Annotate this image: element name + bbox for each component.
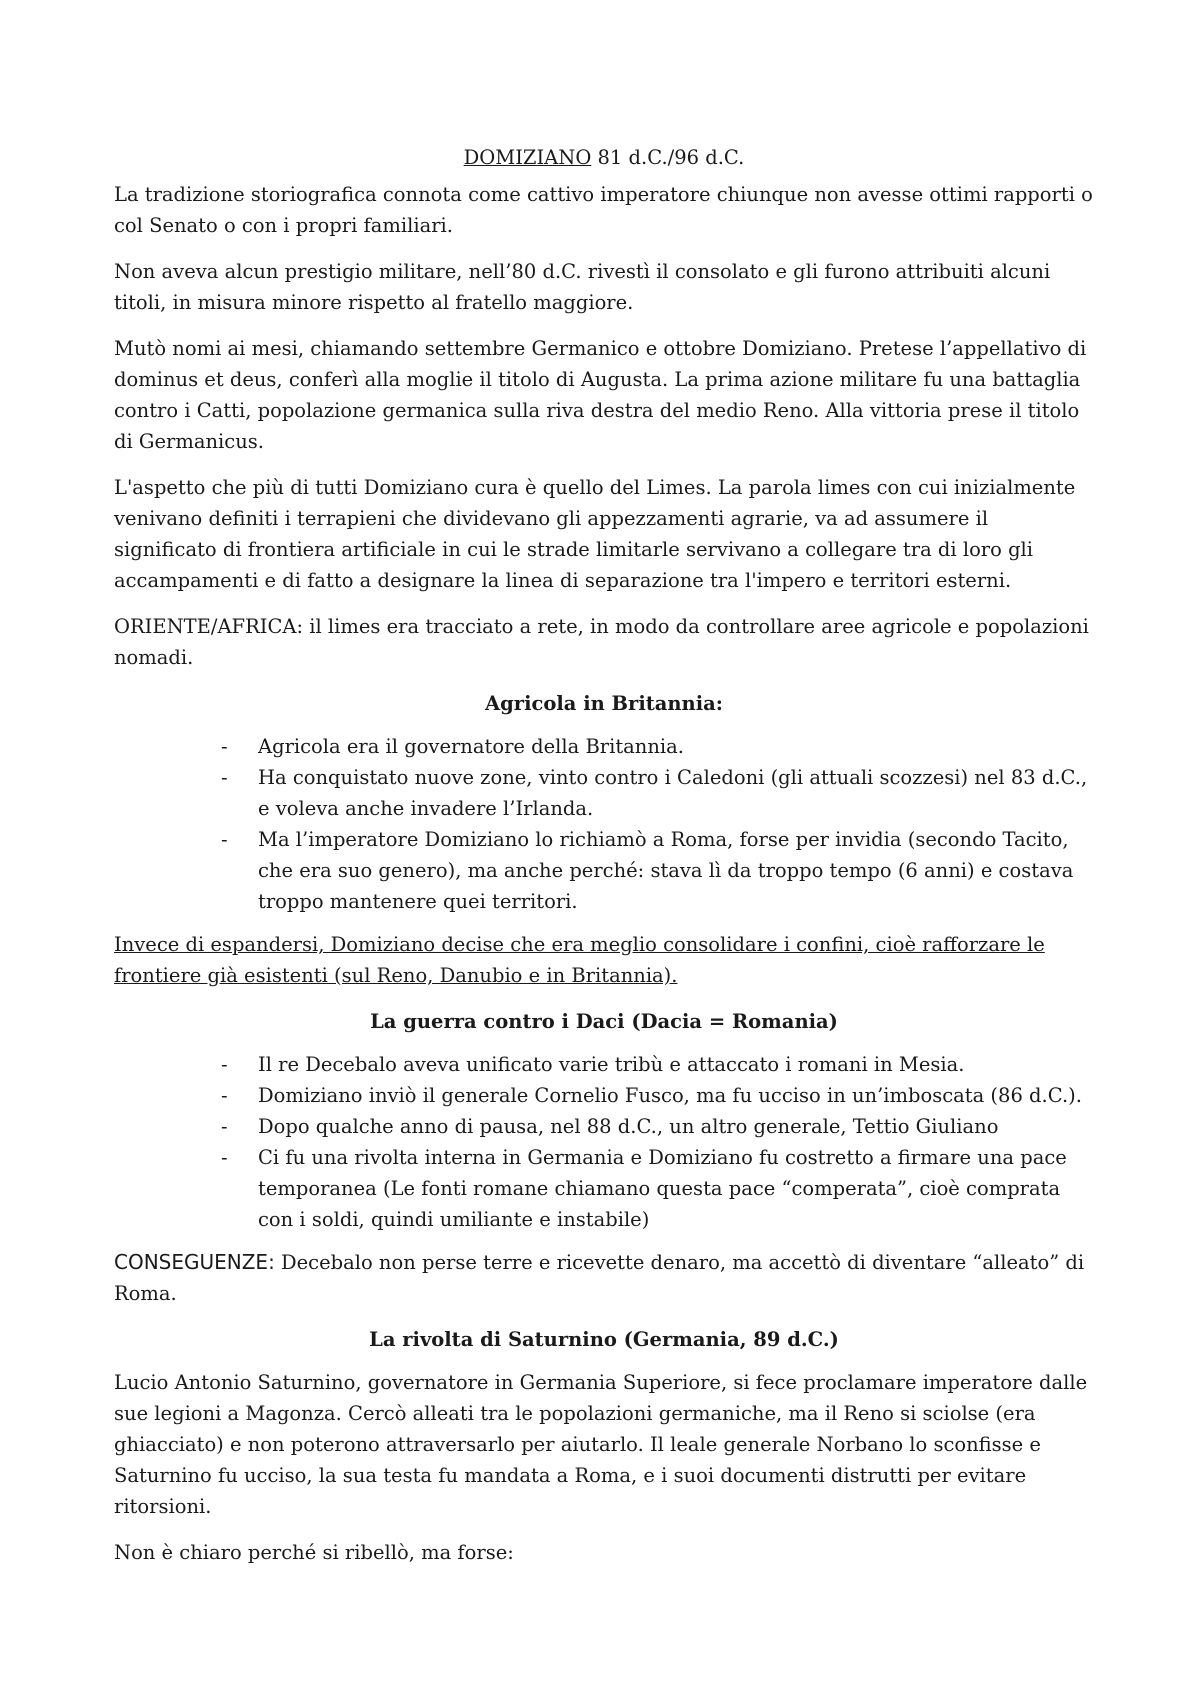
list-daci xyxy=(114,1049,1094,1235)
list-item: - Agricola era il governatore della Britannia. xyxy=(258,731,1094,762)
paragraph-mesi: Mutò nomi ai mesi, chiamando settembre Germanico e ottobre Domiziano. Pretese l’appellativo di dominus et deus, conferì alla moglie il titolo di Augusta. La prima azione militare fu una battaglia contro i Catti, popolazione germanica sulla riva destra del medio Reno. Alla vittoria prese il titolo di Germanicus. xyxy=(114,337,1087,453)
list-item: - Ma l’imperatore Domiziano lo richiamò a Roma, forse per invidia (secondo Tacito, che era suo genero), ma anche perché: stava lì da troppo tempo (6 anni) e costava troppo mantenere quei territori. xyxy=(258,824,1094,917)
list-item: - Domiziano inviò il generale Cornelio Fusco, ma fu ucciso in un’imboscata (86 d.C.). xyxy=(258,1080,1094,1111)
heading-daci: La guerra contro i Daci (Dacia = Romania) xyxy=(370,1010,838,1033)
list-item: - Ci fu una rivolta interna in Germania e Domiziano fu costretto a firmare una pace temporanea (Le fonti romane chiamano questa pace “comperata”, cioè comprata con i soldi, quindi umiliante e instabile) xyxy=(258,1142,1094,1235)
paragraph-limes: L'aspetto che più di tutti Domiziano cura è quello del Limes. La parola limes con cui inizialmente venivano definiti i terrapieni che dividevano gli appezzamenti agrarie, va ad assumere il significato di frontiera artificiale in cui le strade limitarle servivano a collegare tra di loro gli accampamenti e di fatto a designare la linea di separazione tra l'impero e territori esterni. xyxy=(114,476,1076,592)
conseguenze-label: CONSEGUENZE: xyxy=(114,1250,275,1274)
paragraph-confini-note: Invece di espandersi, Domiziano decise che era meglio consolidare i confini, cioè rafforzare le frontiere già esistenti (sul Reno, Danubio e in Britannia). xyxy=(114,933,1045,987)
paragraph-tradizione: La tradizione storiografica connota come cattivo imperatore chiunque non avesse ottimi rapporti o col Senato o con i propri familiari. xyxy=(114,183,1093,237)
list-britannia xyxy=(114,731,1094,917)
conseguenze-text: Decebalo non perse terre e ricevette denaro, ma accettò di diventare “alleato” di Roma. xyxy=(114,1251,1085,1305)
paragraph-prestigio: Non aveva alcun prestigio militare, nell’80 d.C. rivestì il consolato e gli furono attribuiti alcuni titoli, in misura minore rispetto al fratello maggiore. xyxy=(114,260,1051,314)
paragraph-saturnino: Lucio Antonio Saturnino, governatore in Germania Superiore, si fece proclamare imperatore dalle sue legioni a Magonza. Cercò alleati tra le popolazioni germaniche, ma il Reno si sciolse (era ghiacciato) e non poterono attraversarlo per aiutarlo. Il leale generale Norbano lo sconfisse e Saturnino fu ucciso, la sua testa fu mandata a Roma, e i suoi documenti distrutti per evitare ritorsioni. xyxy=(114,1371,1088,1518)
title-dates: 81 d.C./96 d.C. xyxy=(591,146,745,169)
heading-saturnino: La rivolta di Saturnino (Germania, 89 d.C.) xyxy=(369,1328,839,1351)
list-item: - Ha conquistato nuove zone, vinto contro i Caledoni (gli attuali scozzesi) nel 83 d.C., e voleva anche invadere l’Irlanda. xyxy=(258,762,1094,824)
paragraph-non-chiaro: Non è chiaro perché si ribellò, ma forse: xyxy=(114,1541,514,1564)
list-item: - Il re Decebalo aveva unificato varie tribù e attaccato i romani in Mesia. xyxy=(258,1049,1094,1080)
document-title xyxy=(114,142,1094,173)
list-item: - Dopo qualche anno di pausa, nel 88 d.C., un altro generale, Tettio Giuliano xyxy=(258,1111,1094,1142)
paragraph-oriente-africa: ORIENTE/AFRICA: il limes era tracciato a rete, in modo da controllare aree agricole e popolazioni nomadi. xyxy=(114,615,1089,669)
document-page xyxy=(114,142,1094,1583)
title-name: DOMIZIANO xyxy=(463,146,592,169)
heading-britannia: Agricola in Britannia: xyxy=(485,692,723,715)
paragraph-conseguenze xyxy=(114,1247,1094,1309)
